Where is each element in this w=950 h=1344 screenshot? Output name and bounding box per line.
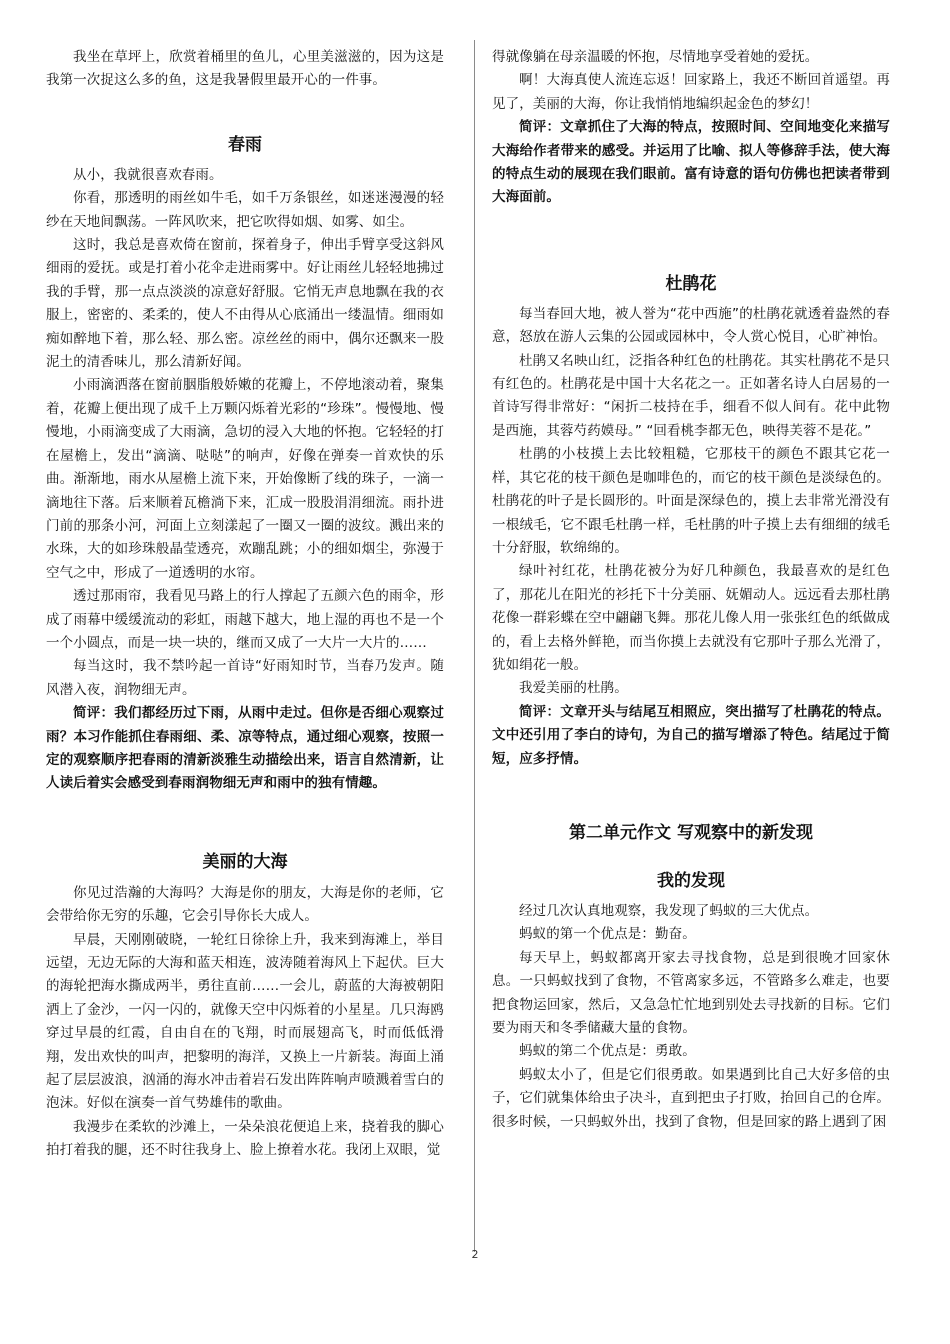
- intro-paragraph: 我坐在草坪上，欣赏着桶里的鱼儿，心里美滋滋的，因为这是我第一次捉这么多的鱼，这是我暑假里最开心的一件事。: [46, 49, 444, 89]
- spring-rain-body: [46, 164, 444, 796]
- azalea-paragraph: 杜鹃的小枝摸上去比较粗糙，它那枝干的颜色不跟其它花一样，其它花的枝干颜色是咖啡色的，而它的枝干颜色是淡绿色的。杜鹃花的叶子是长圆形的。叶面是深绿色的，摸上去非常光滑没有一根绒毛，它不跟毛杜鹃一样，毛杜鹃的叶子摸上去有细细的绒毛十分舒服，软绵绵的。: [492, 446, 890, 556]
- spring-rain-comment: 简评：我们都经历过下雨，从雨中走过。但你是否细心观察过雨？本习作能抓住春雨细、柔、凉等特点，通过细心观察，按照一定的观察顺序把春雨的清新淡雅生动描绘出来，语言自然清新，让人读后着实会感受到春雨润物细无声和雨中的独有情趣。: [46, 705, 444, 792]
- column-divider: [474, 40, 475, 1252]
- my-discovery-title: 我的发现: [657, 870, 725, 891]
- sea-continued-paragraph: 啊！大海真使人流连忘返！回家路上，我还不断回首遥望。再见了，美丽的大海，你让我悄悄地编织起金色的梦幻！: [492, 72, 890, 112]
- my-discovery-body: [492, 900, 890, 1134]
- sea-paragraph: 我漫步在柔软的沙滩上，一朵朵浪花便追上来，挠着我的脚心拍打着我的腿，还不时往我身上、脸上撩着水花。我闭上双眼，觉: [46, 1118, 444, 1159]
- azalea-paragraph: 绿叶衬红花，杜鹃花被分为好几种颜色，我最喜欢的是红色了，那花儿在阳光的衫托下十分美丽、妩媚动人。远远看去那杜鹃花像一群彩蝶在空中翩翩飞舞。那花儿像人用一张张红色的纸做成的，看上去格外鲜艳，而当你摸上去就没有它那叶子那么光滑了，犹如绢花一般。: [492, 563, 890, 673]
- my-discovery-paragraph: 蚂蚁的第一个优点是：勤奋。: [519, 926, 696, 943]
- azalea-title: 杜鹃花: [665, 273, 717, 294]
- right-column: [492, 46, 890, 1134]
- sea-body: [46, 882, 444, 1163]
- my-discovery-paragraph: 蚂蚁太小了，但是它们很勇敢。如果遇到比自己大好多倍的虫子，它们就集体给虫子决斗，直到把虫子打败，抬回自己的仓库。很多时候，一只蚂蚁外出，找到了食物，但是回家的路上遇到了困: [492, 1066, 890, 1130]
- spring-rain-paragraph: 从小，我就很喜欢春雨。: [73, 166, 223, 183]
- sea-title: 美丽的大海: [202, 851, 288, 872]
- azalea-paragraph: 杜鹃又名映山红，泛指各种红色的杜鹃花。其实杜鹃花不是只有红色的。杜鹃花是中国十大名花之一。正如著名诗人白居易的一首诗写得非常好：“闲折二枝持在手，细看不似人间有。花中此物是西施，其蓉芍药嫫母。” “回看桃李都无色，映得芙蓉不是花。”: [492, 352, 890, 439]
- azalea-paragraph: 每当春回大地，被人誉为“花中西施”的杜鹃花就透着盎然的春意，怒放在游人云集的公园或园林中，令人赏心悦目，心旷神怡。: [492, 305, 890, 346]
- my-discovery-paragraph: 每天早上，蚂蚁都离开家去寻找食物，总是到很晚才回家休息。一只蚂蚁找到了食物，不管离家多远，不管路多么难走，也要把食物运回家，然后，又急急忙忙地到别处去寻找新的目标。它们要为雨天和冬季储藏大量的食物。: [492, 949, 890, 1036]
- sea-comment: 简评：文章抓住了大海的特点，按照时间、空间地变化来描写大海给作者带来的感受。并运用了比喻、拟人等修辞手法，使大海的特点生动的展现在我们眼前。富有诗意的语句仿佛也把读者带到大海面前。: [492, 119, 890, 206]
- azalea-paragraph: 我爱美丽的杜鹃。: [519, 680, 628, 697]
- spring-rain-paragraph: 每当这时，我不禁吟起一首诗“好雨知时节，当春乃发声。随风潜入夜，润物细无声。: [46, 658, 444, 698]
- azalea-comment: 简评：文章开头与结尾互相照应，突出描写了杜鹃花的特点。文中还引用了李白的诗句，为自己的描写增添了特色。结尾过于简短，应多抒情。: [492, 703, 890, 767]
- my-discovery-paragraph: 经过几次认真地观察，我发现了蚂蚁的三大优点。: [519, 902, 819, 919]
- spring-rain-title: 春雨: [228, 134, 262, 155]
- spring-rain-paragraph: 你看，那透明的雨丝如牛毛，如千万条银丝，如迷迷漫漫的轻纱在天地间飘荡。一阵风吹来，把它吹得如烟、如雾、如尘。: [46, 190, 444, 230]
- spring-rain-paragraph: 小雨滴洒落在窗前胭脂般娇嫩的花瓣上，不停地滚动着，聚集着，花瓣上便出现了成千上万颗闪烁着光彩的“珍珠”。慢慢地、慢慢地，小雨滴变成了大雨滴，急切的浸入大地的怀抱。它轻轻的打在屋檐上，发出“滴滴、哒哒”的响声，好像在弹奏一首欢快的乐曲。渐渐地，雨水从屋檐上流下来，开始像断了线的珠子，一滴一滴地往下落。后来顺着瓦檐淌下来，汇成一股股涓涓细流。雨扑进门前的那条小河，河面上立刻漾起了一圈又一圈的波纹。溅出来的水珠，大的如珍珠般晶莹透亮，欢蹦乱跳；小的细如烟尘，弥漫于空气之中，形成了一道透明的水帘。: [46, 377, 444, 581]
- unit2-heading: 第二单元作文 写观察中的新发现: [569, 822, 813, 843]
- spring-rain-paragraph: 这时，我总是喜欢倚在窗前，探着身子，伸出手臂享受这斜风细雨的爱抚。或是打着小花伞走进雨雾中。好让雨丝儿轻轻地拂过我的手臂，那一点点淡淡的凉意好舒服。它悄无声息地飘在我的衣服上，密密的、柔柔的，使人不由得从心底涌出一缕温情。细雨如痴如醉地下着，那么轻、那么密。凉丝丝的雨中，偶尔还飘来一股泥土的清香味儿，那么清新好闻。: [46, 237, 444, 371]
- sea-paragraph: 你见过浩瀚的大海吗？大海是你的朋友，大海是你的老师，它会带给你无穷的乐趣，它会引导你长大成人。: [46, 884, 444, 925]
- azalea-body: [492, 303, 890, 771]
- left-column: [46, 46, 444, 1163]
- page-number: 2: [471, 1248, 479, 1261]
- spring-rain-paragraph: 透过那雨帘，我看见马路上的行人撑起了五颜六色的雨伞，形成了雨幕中缓缓流动的彩虹，雨越下越大，地上湿的再也不是一个一个小圆点，而是一块一块的，继而又成了一大片一大片的……: [46, 588, 444, 651]
- sea-paragraph: 早晨，天刚刚破晓，一轮红日徐徐上升，我来到海滩上，举目远望，无边无际的大海和蓝天相连，波涛随着海风上下起伏。巨大的海轮把海水撕成两半，勇往直前……一会儿，蔚蓝的大海被朝阳洒上了金沙，一闪一闪的，就像天空中闪烁着的小星星。几只海鸥穿过早晨的红霞，自由自在的飞翔，时而展翅高飞，时而低低滑翔，发出欢快的叫声，把黎明的海洋，又换上一片新装。海面上涌起了层层波浪，汹涌的海水冲击着岩石发出阵阵响声喷溅着雪白的泡沫。好似在演奏一首气势雄伟的歌曲。: [46, 931, 444, 1112]
- my-discovery-paragraph: 蚂蚁的第二个优点是：勇敢。: [519, 1043, 696, 1060]
- sea-continued-paragraph: 得就像躺在母亲温暖的怀抱，尽情地享受着她的爱抚。: [492, 49, 819, 65]
